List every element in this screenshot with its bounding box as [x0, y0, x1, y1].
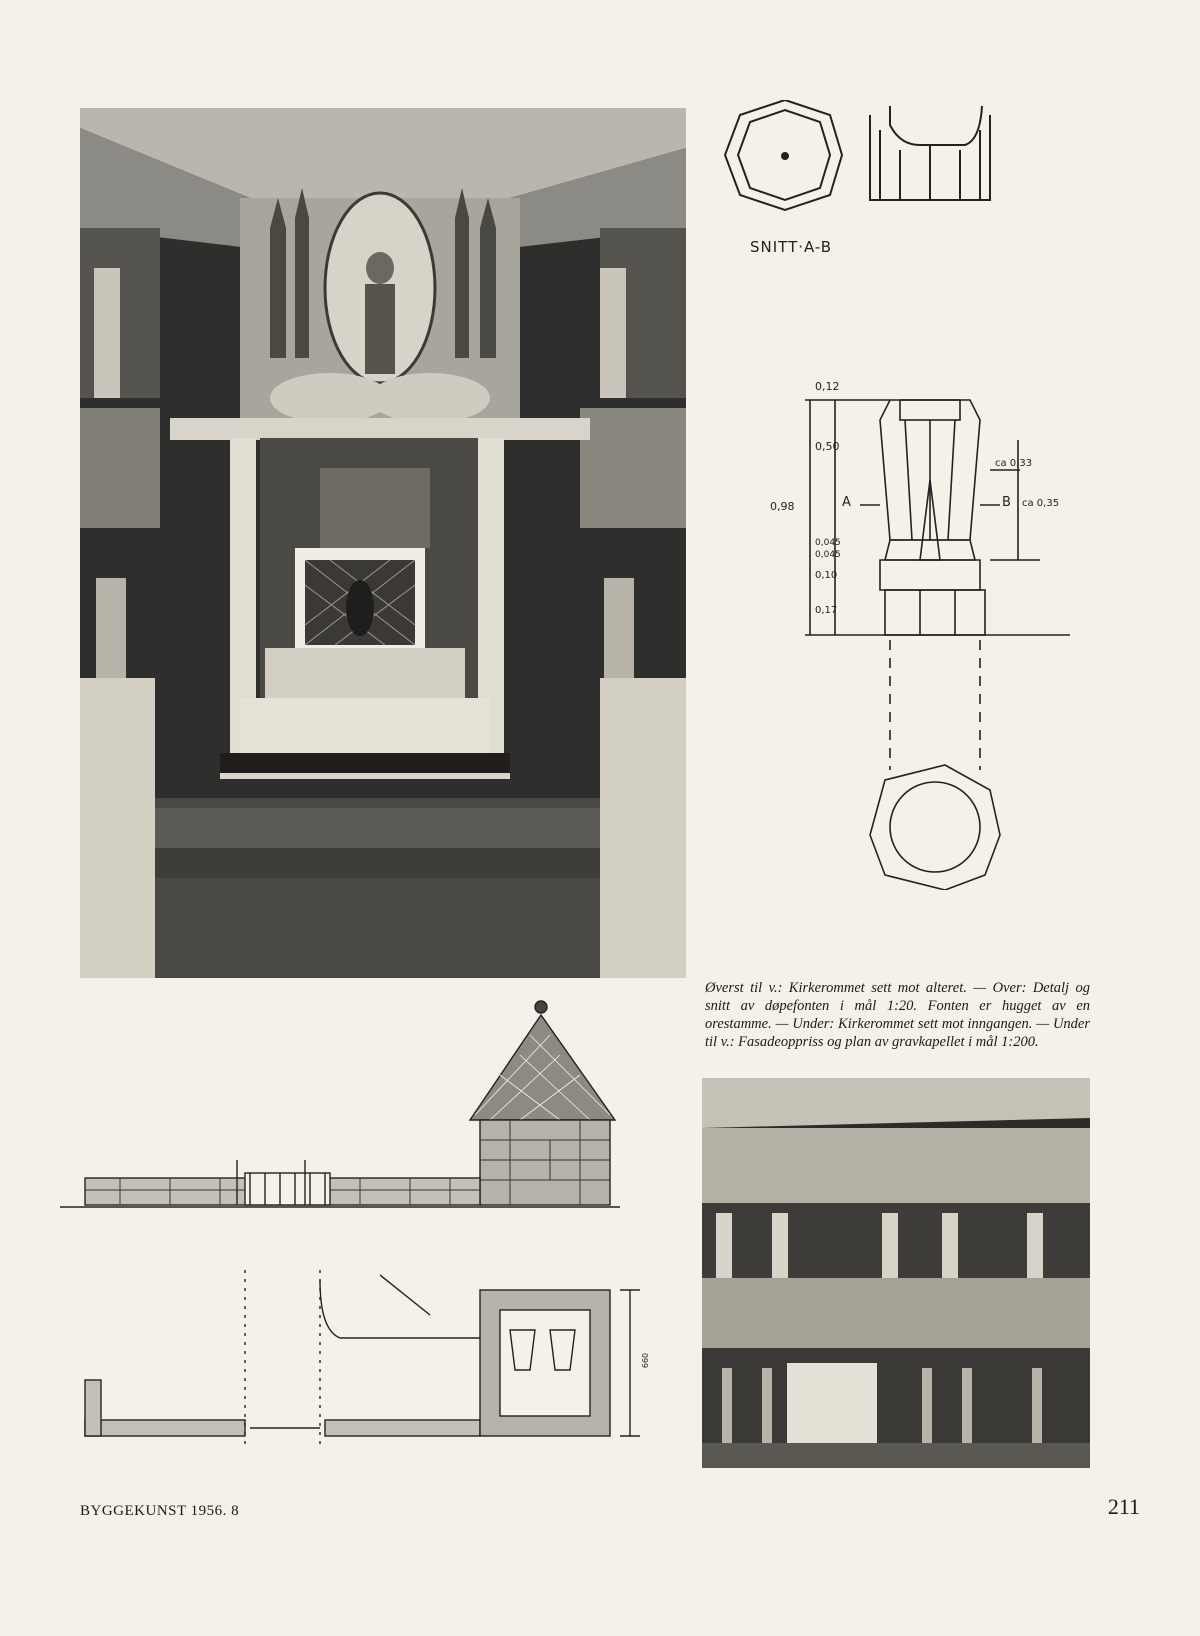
dimension-label: 0,045	[815, 550, 841, 560]
entrance-interior-photograph	[702, 1078, 1090, 1468]
dimension-label: 0,12	[815, 380, 840, 393]
font-elevation-drawing	[770, 360, 1090, 890]
font-plan-and-section-drawing	[720, 100, 1010, 270]
publication-footer: BYGGEKUNST 1956. 8	[80, 1503, 240, 1519]
chapel-facade-elevation-drawing	[60, 995, 680, 1220]
section-marker-a: A	[842, 495, 851, 510]
dimension-label: ca 0,35	[1022, 498, 1060, 509]
dimension-label: 0,98	[770, 500, 795, 513]
dimension-label: 0,10	[815, 570, 838, 581]
figure-caption: Øverst til v.: Kirkerommet sett mot alteret. — Over: Detalj og snitt av døpefonten i mål 1:20. Fonten er hugget av en orestamme. — Under: Kirkerommet sett mot inngangen. — Under til v.: Fasadeoppriss og plan av gravkapellet i mål 1:200.	[705, 980, 1090, 1050]
plan-dimension-label: 660	[641, 1352, 651, 1369]
chapel-plan-drawing	[80, 1270, 680, 1500]
section-marker-b: B	[1002, 495, 1011, 510]
section-a-b-label: SNITT·A-B	[750, 238, 833, 256]
dimension-label: ca 0,33	[995, 458, 1033, 469]
dimension-label: 0,17	[815, 605, 838, 616]
dimension-label: 0,50	[815, 440, 840, 453]
page-number: 211	[1107, 1494, 1140, 1519]
altar-photograph	[80, 108, 686, 978]
dimension-label: 0,045	[815, 538, 841, 548]
